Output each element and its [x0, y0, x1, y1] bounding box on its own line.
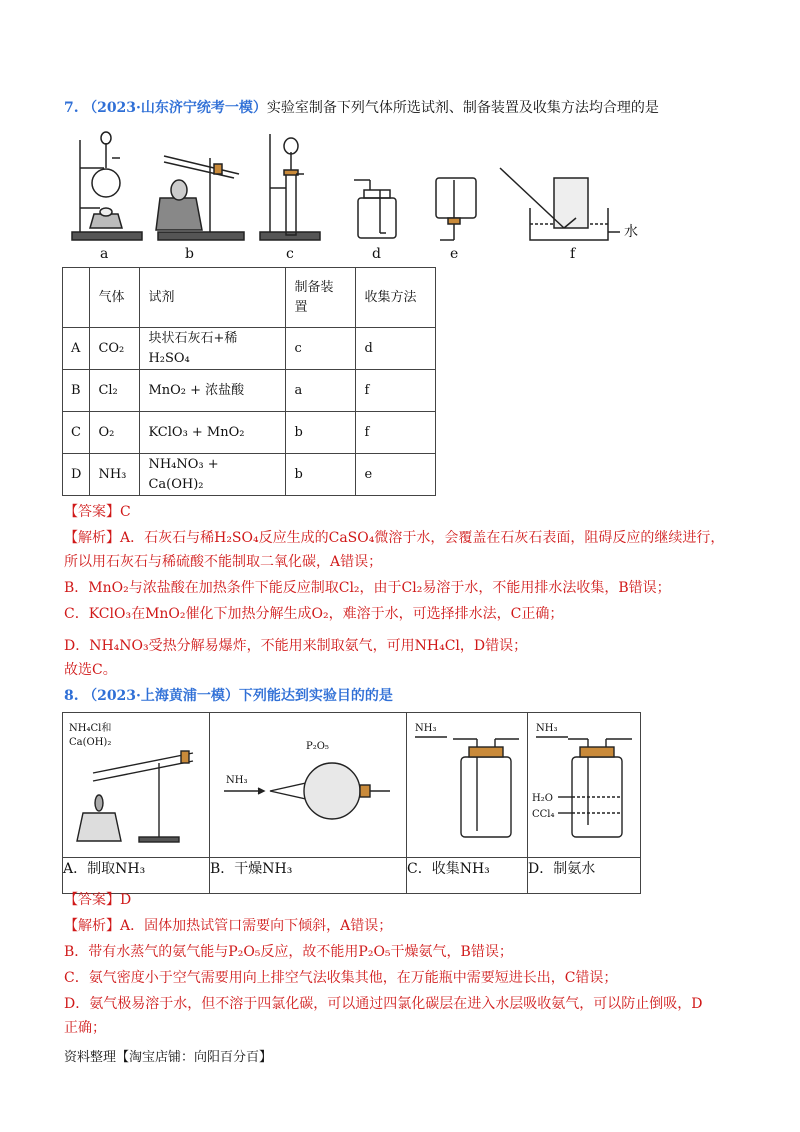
apparatus-d [354, 180, 396, 238]
q8-fig-d [528, 713, 641, 858]
fig-d-water: H₂O [532, 793, 553, 804]
q8-analysis-line: B．带有水蒸气的氨气能与P₂O₅反应，故不能用P₂O₅干燥氨气，B错误； [64, 944, 513, 960]
cell-reagent: MnO₂ + 浓盐酸 [140, 370, 286, 412]
cell-reagent: NH₄NO₃ + Ca(OH)₂ [140, 454, 286, 496]
q7-analysis-line: B．MnO₂与浓盐酸在加热条件下能反应制取Cl₂，由于Cl₂易溶于水，不能用排水法收集，B错误； [64, 580, 671, 596]
label-f: f [570, 246, 576, 262]
q8-analysis-line: 正确； [64, 1020, 106, 1036]
apparatus-c [260, 134, 320, 240]
q8-caption-b: B．干燥NH₃ [210, 858, 407, 894]
q7-analysis-line: 【解析】A．石灰石与稀H₂SO₄反应生成的CaSO₄微溶于水，会覆盖在石灰石表面，阻碍反应的继续进行， [64, 530, 725, 546]
q7-options-table [62, 267, 436, 496]
table-row [63, 454, 436, 496]
q8-answer: 【答案】D [64, 892, 132, 908]
cell-device: b [286, 412, 356, 454]
header-prep-line2: 置 [294, 299, 308, 315]
q7-answer: 【答案】C [64, 504, 131, 520]
q7-analysis-line: D．NH₄NO₃受热分解易爆炸，不能用来制取氨气，可用NH₄Cl，D错误； [64, 638, 528, 654]
table-row [63, 412, 436, 454]
apparatus-f [500, 168, 620, 240]
q8-question: 下列能达到实验目的的是 [238, 688, 393, 704]
fig-d-gas: NH₃ [536, 723, 558, 734]
q8-number: 8. [64, 688, 79, 704]
fig-c-gas: NH₃ [415, 723, 437, 734]
apparatus-a [72, 132, 142, 240]
cell-opt: C [63, 412, 90, 454]
cell-reagent: KClO₃ + MnO₂ [140, 412, 286, 454]
table-header-cell [286, 268, 356, 328]
q7-number: 7. [64, 100, 79, 116]
table-header-cell: 气体 [90, 268, 140, 328]
apparatus-dry-tube [210, 713, 406, 853]
q8-caption-c: C．收集NH₃ [407, 858, 528, 894]
cell-collect: f [356, 370, 436, 412]
cell-gas: O₂ [90, 412, 140, 454]
cell-gas: NH₃ [90, 454, 140, 496]
header-prep-line1: 制备装 [294, 279, 334, 295]
q7-title [64, 98, 659, 118]
footer-note: 资料整理【淘宝店铺：向阳百分百】 [64, 1050, 273, 1065]
cell-gas: CO₂ [90, 328, 140, 370]
fig-a-reagent2: Ca(OH)₂ [69, 737, 112, 748]
table-row [63, 328, 436, 370]
cell-reagent: 块状石灰石+稀H₂SO₄ [140, 328, 286, 370]
cell-device: b [286, 454, 356, 496]
cell-device: a [286, 370, 356, 412]
apparatus-e [436, 178, 476, 240]
q8-fig-a [63, 713, 210, 858]
label-a: a [100, 246, 109, 262]
q7-question: 实验室制备下列气体所选试剂、制备装置及收集方法均合理的是 [266, 100, 659, 116]
label-c: c [286, 246, 294, 262]
q7-analysis-line: 故选C。 [64, 662, 117, 678]
cell-opt: B [63, 370, 90, 412]
fig-a-reagent1: NH₄Cl和 [69, 723, 112, 734]
apparatus-heat-tube [63, 713, 209, 853]
cell-collect: f [356, 412, 436, 454]
q8-fig-c [407, 713, 528, 858]
cell-collect: e [356, 454, 436, 496]
label-b: b [185, 246, 194, 262]
q7-analysis-line: C．KClO₃在MnO₂催化下加热分解生成O₂，难溶于水，可选择排水法，C正确； [64, 606, 564, 622]
q7-analysis-line: 所以用石灰石与稀硫酸不能制取二氧化碳，A错误； [64, 554, 383, 570]
q8-fig-b [210, 713, 407, 858]
table-header-cell [63, 268, 90, 328]
fig-b-gas: NH₃ [226, 775, 248, 786]
apparatus-ammonia-bottle [528, 713, 640, 853]
q8-source: （2023·上海黄浦一模） [83, 688, 239, 704]
cell-opt: A [63, 328, 90, 370]
water-label: 水 [624, 224, 638, 240]
q8-figure-grid [62, 712, 641, 894]
q8-title [64, 686, 393, 706]
q8-analysis-line: 【解析】A．固体加热试管口需要向下倾斜，A错误； [64, 918, 393, 934]
q8-analysis-line: C．氨气密度小于空气需要用向上排空气法收集其他，在万能瓶中需要短进长出，C错误； [64, 970, 618, 986]
cell-device: c [286, 328, 356, 370]
cell-opt: D [63, 454, 90, 496]
q8-caption-d: D．制氨水 [528, 858, 641, 894]
cell-gas: Cl₂ [90, 370, 140, 412]
q8-caption-a: A．制取NH₃ [63, 858, 210, 894]
label-d: d [372, 246, 381, 262]
fig-b-reagent: P₂O₅ [306, 741, 329, 752]
table-header-cell: 试剂 [140, 268, 286, 328]
apparatus-collect-bottle [407, 713, 527, 853]
label-e: e [450, 246, 459, 262]
apparatus-b [156, 156, 244, 240]
cell-collect: d [356, 328, 436, 370]
table-header-row [63, 268, 436, 328]
q7-source: （2023·山东济宁统考一模） [83, 100, 267, 116]
table-header-cell: 收集方法 [356, 268, 436, 328]
table-row [63, 370, 436, 412]
q8-analysis-line: D．氨气极易溶于水，但不溶于四氯化碳，可以通过四氯化碳层在进入水层吸收氨气，可以防止倒吸，D [64, 996, 703, 1012]
fig-d-ccl4: CCl₄ [532, 809, 555, 820]
